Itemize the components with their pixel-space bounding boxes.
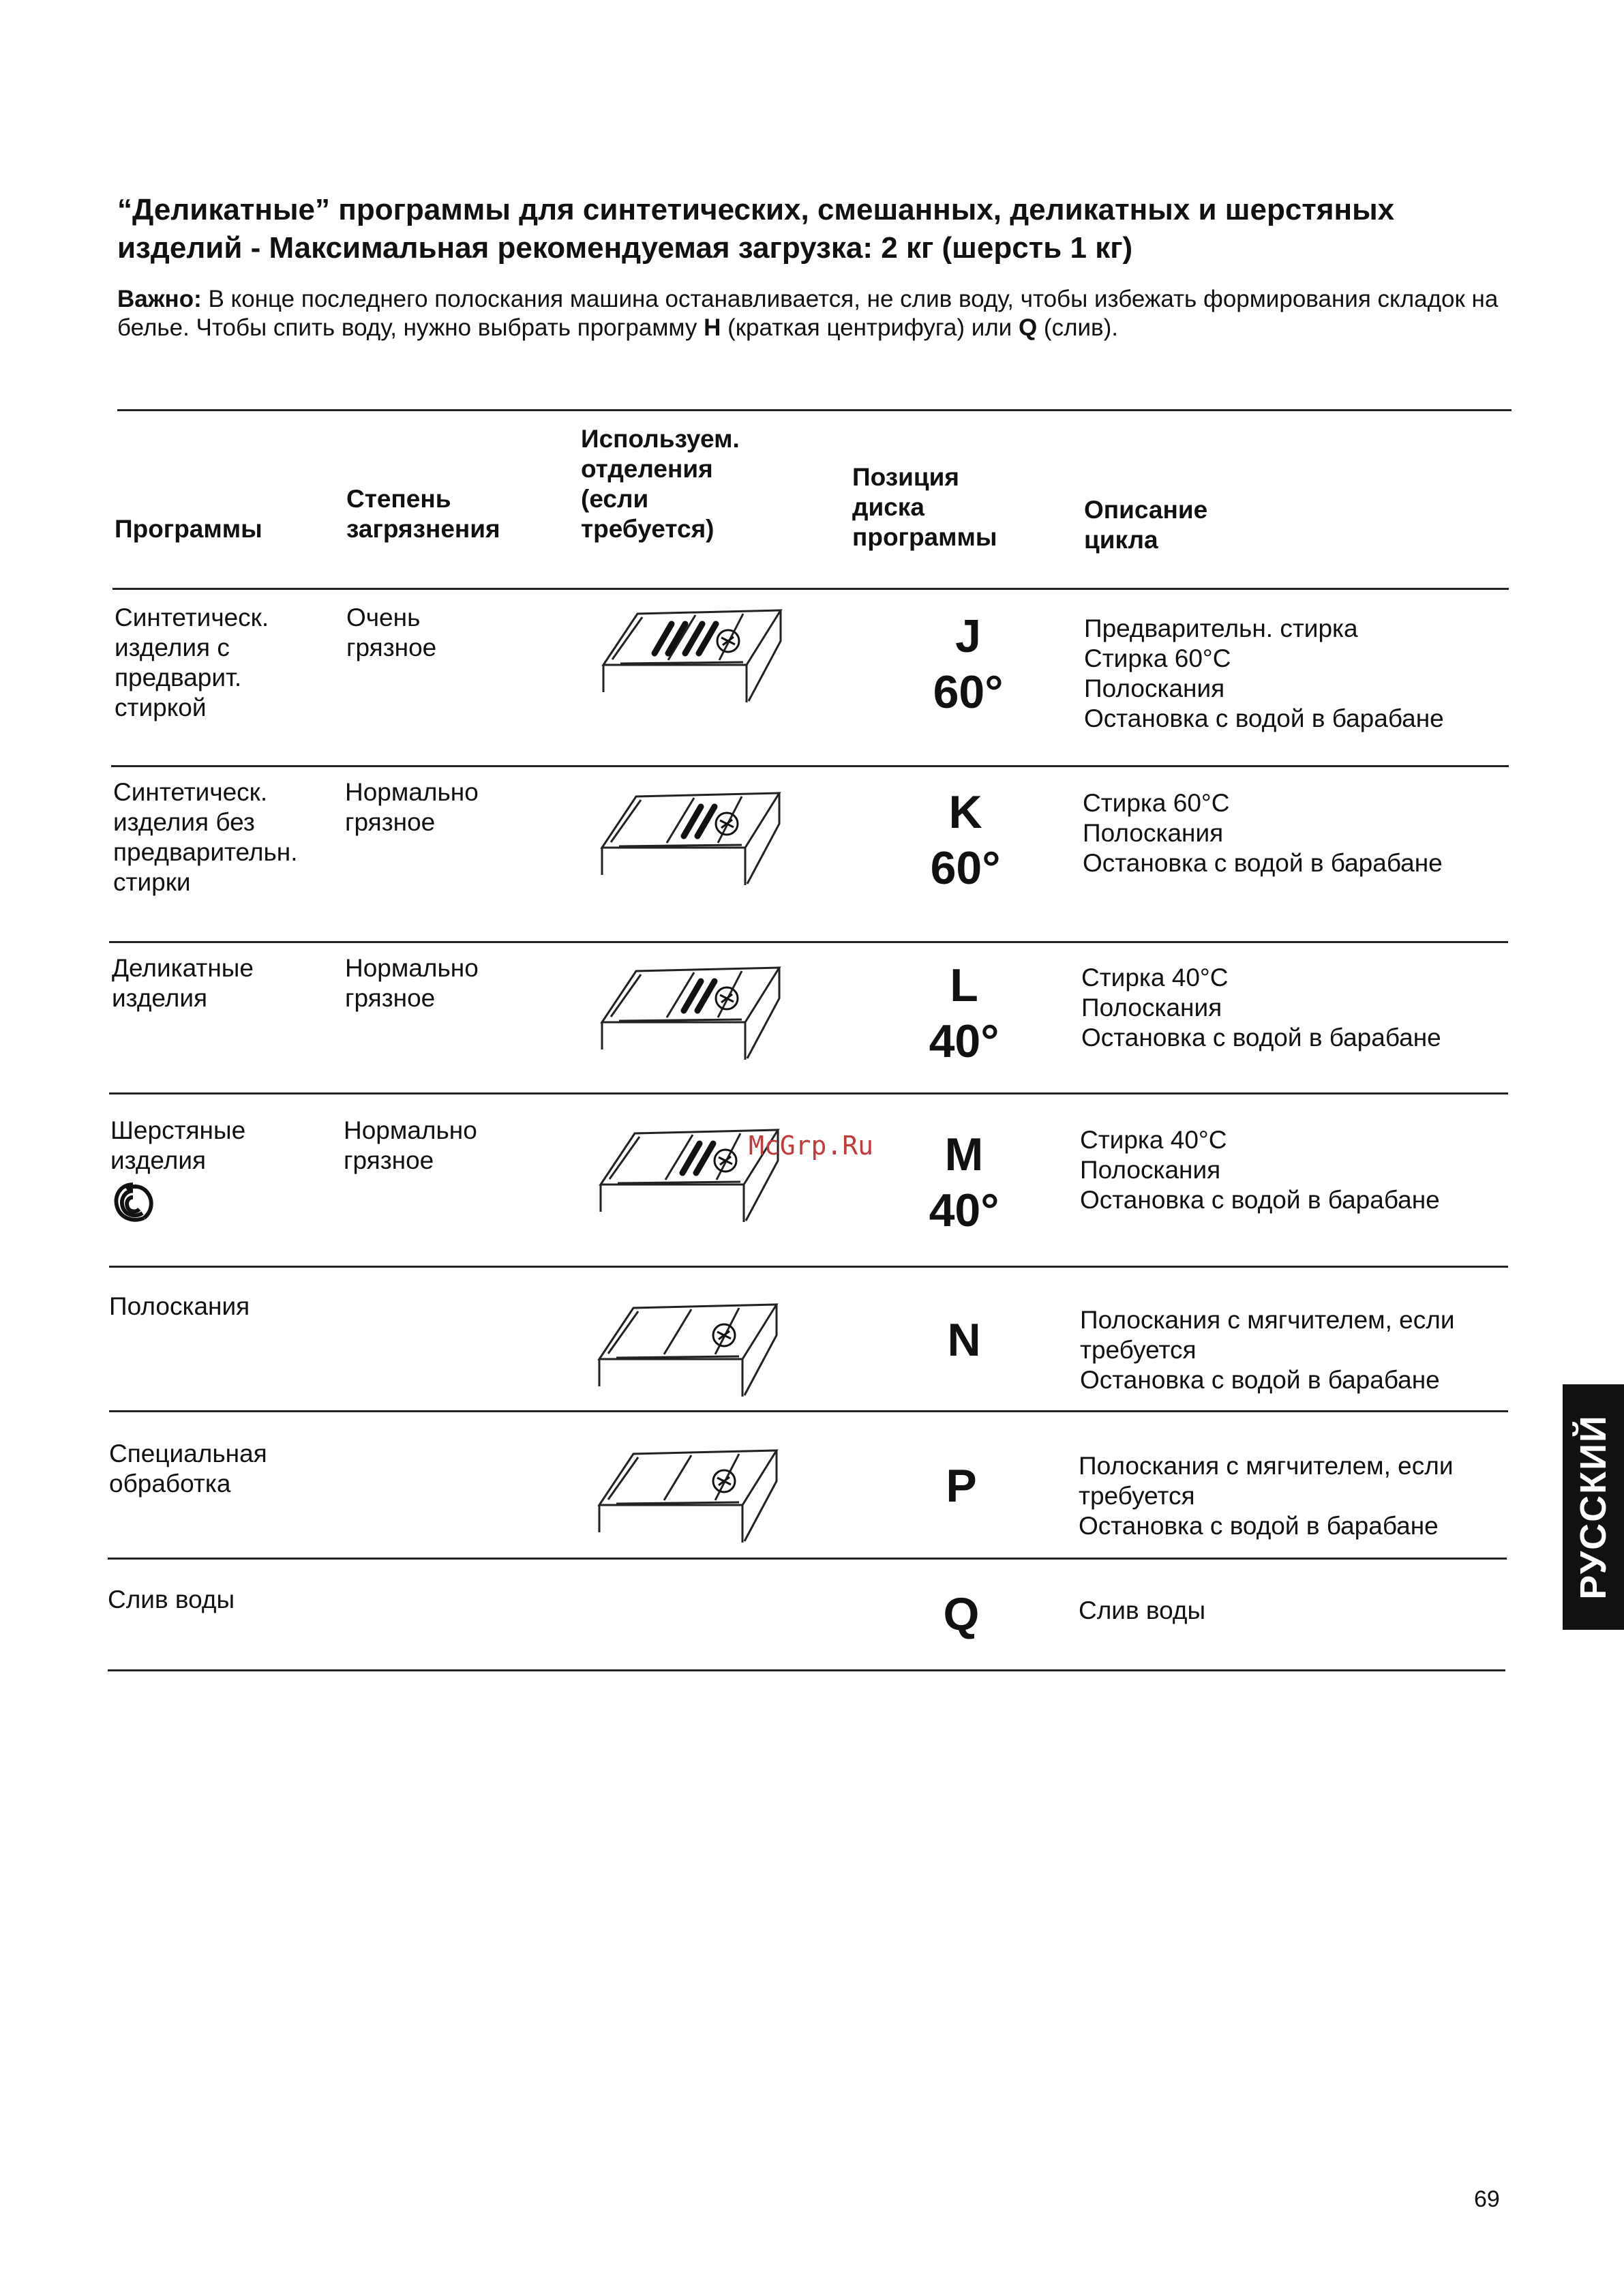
row-program: Шерстяные изделия <box>110 1116 246 1174</box>
program-letter: N <box>947 1314 981 1366</box>
note-program-h: H <box>704 314 721 341</box>
row-description: Стирка 40°C Полоскания Остановка с водой в барабане <box>1081 964 1441 1052</box>
row-description: Стирка 40°C Полоскания Остановка с водой в барабане <box>1080 1126 1440 1214</box>
header-soil: Степень загрязнения <box>346 485 500 543</box>
dial-position <box>914 608 1023 720</box>
header-description: Описание цикла <box>1084 496 1208 554</box>
detergent-drawer-icon <box>599 957 783 1067</box>
top-divider <box>117 409 1512 411</box>
dial-position <box>911 784 1020 896</box>
dial-position <box>909 957 1019 1069</box>
program-temperature: 60° <box>933 666 1004 718</box>
detergent-drawer-icon <box>596 1294 780 1403</box>
important-note <box>117 285 1515 342</box>
detergent-drawer-icon <box>600 600 784 709</box>
detergent-drawer-icon <box>599 783 783 892</box>
row-program: Слив воды <box>108 1585 235 1613</box>
program-temperature: 60° <box>930 842 1001 894</box>
row-divider <box>109 1092 1508 1094</box>
row-soil: Нормально грязное <box>344 1116 477 1174</box>
row-description: Предварительн. стирка Стирка 60°C Полоскания Остановка с водой в барабане <box>1084 614 1444 732</box>
row-description: Стирка 60°C Полоскания Остановка с водой в барабане <box>1083 789 1443 877</box>
program-letter: M <box>944 1129 984 1180</box>
wool-mark-icon <box>109 1180 157 1227</box>
note-program-q: Q <box>1018 314 1038 341</box>
note-text-b: (краткая центрифуга) или <box>721 314 1019 341</box>
language-tab <box>1563 1384 1624 1630</box>
row-description: Полоскания с мягчителем, если требуется Остановка с водой в барабане <box>1079 1452 1454 1540</box>
row-soil: Нормально грязное <box>345 778 479 836</box>
program-temperature: 40° <box>929 1185 999 1236</box>
header-dial: Позиция диска программы <box>852 463 997 551</box>
header-divider <box>112 588 1509 590</box>
row-soil: Очень грязное <box>346 604 437 661</box>
program-letter: J <box>955 610 981 662</box>
dial-position <box>907 1458 1016 1514</box>
row-description: Слив воды <box>1079 1596 1206 1624</box>
dial-position <box>909 1312 1019 1368</box>
row-divider <box>111 765 1509 767</box>
note-label: Важно: <box>117 286 202 312</box>
note-text-c: (слив). <box>1037 314 1119 341</box>
dial-position <box>909 1127 1019 1238</box>
table-bottom-divider <box>108 1669 1505 1671</box>
header-compartments: Используем. отделения (если требуется) <box>581 425 740 543</box>
page-number: 69 <box>1474 2186 1500 2212</box>
detergent-drawer-icon <box>596 1440 780 1549</box>
note-text-a: В конце последнего полоскания машина останавливается, не слив воду, чтобы избежать формирования складок на белье. Чтобы спить воду, нужно выбрать программу <box>117 286 1499 341</box>
program-letter: K <box>948 786 982 838</box>
row-soil: Нормально грязное <box>345 954 479 1012</box>
page-title: “Деликатные” программы для синтетических, смешанных, деликатных и шерстяных изделий - Максимальная рекомендуемая загрузка: 2 кг (шерсть 1 кг) <box>117 193 1395 265</box>
program-letter: P <box>946 1460 977 1512</box>
row-program: Полоскания <box>109 1292 250 1320</box>
row-divider <box>109 1266 1508 1268</box>
watermark: McGrp.Ru <box>749 1131 874 1161</box>
dial-position <box>907 1586 1016 1642</box>
program-letter: Q <box>943 1588 980 1640</box>
row-description: Полоскания с мягчителем, если требуется Остановка с водой в барабане <box>1080 1306 1455 1394</box>
row-divider <box>109 1410 1508 1412</box>
row-program: Синтетическ. изделия с предварит. стиркой <box>115 604 269 721</box>
program-temperature: 40° <box>929 1015 999 1067</box>
row-program: Деликатные изделия <box>112 954 254 1012</box>
row-program: Синтетическ. изделия без предварительн. стирки <box>113 778 298 896</box>
row-program: Специальная обработка <box>109 1440 267 1498</box>
program-letter: L <box>950 959 978 1011</box>
row-divider <box>108 1558 1507 1560</box>
row-divider <box>109 941 1508 943</box>
language-tab-label: РУССКИЙ <box>1573 1414 1614 1600</box>
header-programs: Программы <box>115 515 262 543</box>
